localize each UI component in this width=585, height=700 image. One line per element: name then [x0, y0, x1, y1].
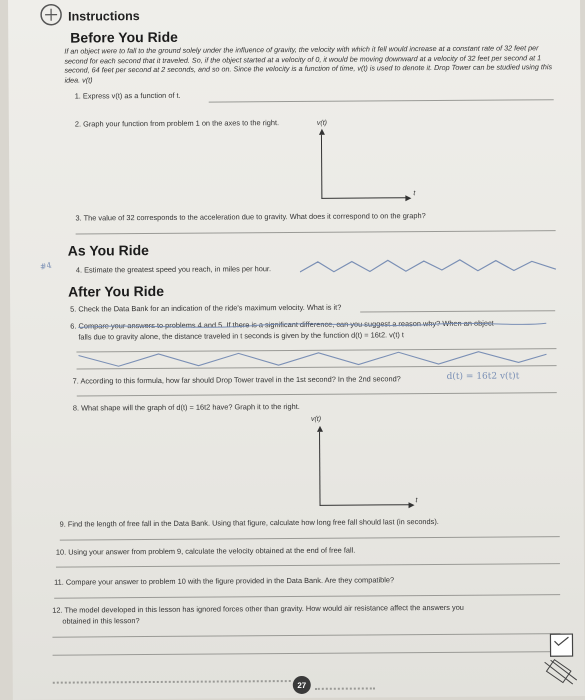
answer-line-12b[interactable] — [53, 651, 561, 656]
question-6: 6. Compare your answers to problems 4 and 5. If there is a significant difference, can you suggest a reason why? When an object — [70, 318, 494, 331]
graph2-y-label: v(t) — [310, 415, 322, 423]
margin-note: #4 — [39, 260, 53, 272]
question-7: 7. According to this formula, how far should Drop Tower travel in the 1st second? In the 2nd second? — [72, 374, 401, 386]
before-you-ride-heading: Before You Ride — [70, 28, 178, 46]
graph2-x-label: t — [415, 497, 418, 505]
after-you-ride-heading: After You Ride — [67, 282, 165, 300]
graph1-axes[interactable] — [321, 134, 406, 199]
page-number: 27 — [293, 676, 311, 694]
question-6-continued: falls due to gravity alone, the distance traveled in t seconds is given by the function d(t) = 16t2. v(t) t — [78, 330, 404, 342]
question-12-continued: obtained in this lesson? — [62, 616, 140, 626]
graph2-axes[interactable] — [319, 431, 410, 506]
graph2-x-arrow-icon — [409, 502, 415, 508]
question-4: 4. Estimate the greatest speed you reach, in miles per hour. — [75, 264, 272, 275]
handwritten-wave — [300, 254, 560, 278]
graph1-x-arrow-icon — [405, 195, 411, 201]
answer-line-9[interactable] — [60, 536, 560, 540]
question-7-handwritten-answer: d(t) = 16t2 v(t)t — [446, 371, 520, 382]
checklist-icon — [540, 632, 578, 686]
answer-line-12a[interactable] — [52, 633, 560, 638]
answer-line-1[interactable] — [209, 99, 554, 102]
worksheet-page — [8, 0, 585, 700]
answer-line-5[interactable] — [360, 310, 555, 312]
question-3: 3. The value of 32 corresponds to the acceleration due to gravity. What does it correspond to on the graph? — [75, 211, 426, 223]
intro-paragraph: If an object were to fall to the ground solely under the influence of gravity, the velocity with which it fell would increase at a constant rate of 32 feet per second for each second that it traveled. So, if the object started at a velocity of 0, it would be moving downward at a velocity of 32 feet per second at 1 second, 64 feet per second at 2 seconds, and so on. Since the velocity is a function of time, v(t) is used to denote it. Drop Tower can be studied using this idea. v(t) — [64, 43, 553, 85]
answer-line-7[interactable] — [77, 392, 557, 396]
as-you-ride-heading: As You Ride — [67, 242, 149, 259]
answer-line-3[interactable] — [76, 230, 556, 234]
question-2: 2. Graph your function from problem 1 on the axes to the right. — [74, 118, 280, 129]
question-1: 1. Express v(t) as a function of t. — [74, 90, 181, 101]
question-8: 8. What shape will the graph of d(t) = 16t2 have? Graph it to the right. — [72, 401, 300, 413]
answer-line-10[interactable] — [56, 563, 560, 568]
answer-line-11[interactable] — [54, 594, 560, 599]
instructions-heading: Instructions — [68, 9, 140, 24]
graph1-y-label: v(t) — [316, 119, 328, 127]
question-5: 5. Check the Data Bank for an indication of the ride's maximum velocity. What is it? — [70, 302, 342, 314]
question-11: 11. Compare your answer to problem 10 with the figure provided in the Data Bank. Are they compatible? — [54, 575, 395, 587]
footer-dots-right — [315, 687, 375, 689]
graph1-x-label: t — [413, 190, 416, 198]
question-9: 9. Find the length of free fall in the Data Bank. Using that figure, calculate how long free fall should last (in seconds). — [59, 517, 439, 529]
question-10: 10. Using your answer from problem 9, calculate the velocity obtained at the end of free fall. — [55, 545, 356, 557]
logo-icon — [40, 4, 62, 26]
footer-dots-left — [53, 680, 291, 684]
question-12: 12. The model developed in this lesson has ignored forces other than gravity. How would air resistance affect the answers you — [52, 602, 464, 615]
